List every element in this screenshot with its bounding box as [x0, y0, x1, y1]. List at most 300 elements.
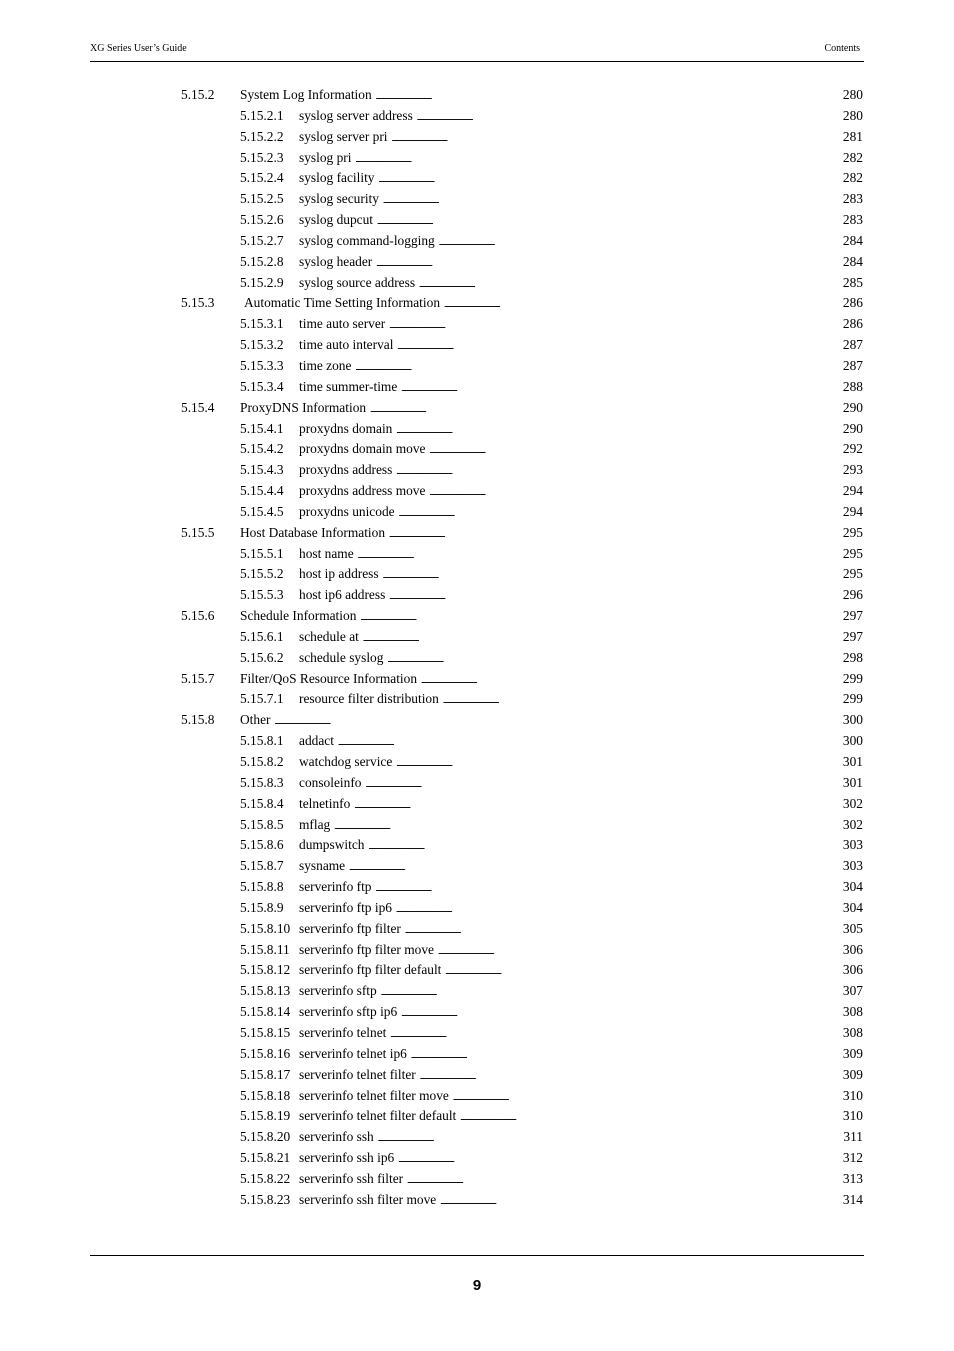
toc-entry-title: watchdog service: [299, 754, 393, 769]
toc-entry-number: 5.15.8.14: [240, 1004, 291, 1020]
toc-entry-title: proxydns domain: [299, 420, 393, 436]
dot-leader: [383, 189, 862, 212]
toc-entry[interactable]: [0, 919, 954, 940]
toc-entry-number: 5.15.2.9: [240, 274, 284, 290]
dot-leader: [429, 481, 862, 504]
toc-entry-title: time auto server: [299, 316, 386, 332]
toc-entry-title-line: [299, 210, 862, 233]
toc-entry-title: serverinfo telnet filter: [299, 1066, 416, 1082]
toc-entry-title: proxydns domain move: [299, 441, 426, 457]
toc-entry-title: serverinfo ssh filter move: [299, 1191, 437, 1207]
toc-entry[interactable]: [0, 85, 954, 106]
toc-entry-number: 5.15.3.3: [240, 357, 284, 373]
toc-entry-title-line: [299, 585, 862, 608]
toc-entry[interactable]: [0, 1127, 954, 1148]
dot-leader: [396, 752, 862, 775]
toc-entry-title-line: [299, 794, 862, 817]
toc-entry-title-line: [299, 127, 862, 150]
dot-leader: [334, 815, 862, 838]
toc-entry-number: 5.15.2.8: [240, 253, 284, 269]
toc-entry-title: serverinfo ftp filter: [299, 920, 401, 936]
dot-leader: [439, 231, 862, 254]
toc-entry-page: 313: [842, 1169, 863, 1190]
section-title: Contents: [824, 43, 860, 54]
toc-entry-page: 290: [842, 419, 863, 440]
toc-entry[interactable]: [0, 981, 954, 1002]
toc-entry-title-line: [299, 856, 862, 879]
toc-entry-number: 5.15.4.5: [240, 503, 284, 519]
toc-entry-page: 282: [842, 168, 863, 189]
toc-entry-title-line: [240, 523, 862, 546]
toc-entry-title-line: [299, 752, 862, 775]
dot-leader: [390, 1023, 862, 1046]
toc-entry-title: serverinfo telnet filter default: [299, 1108, 457, 1124]
dot-leader: [389, 585, 862, 608]
toc-entry-page: 295: [842, 544, 863, 565]
dot-leader: [460, 1106, 862, 1129]
toc-entry[interactable]: [0, 1169, 954, 1190]
toc-entry-title: host name: [299, 545, 354, 561]
dot-leader: [389, 523, 862, 546]
toc-entry-number: 5.15.5.1: [240, 545, 284, 561]
dot-leader: [355, 148, 862, 171]
toc-entry[interactable]: [0, 564, 954, 585]
toc-entry-page: 290: [842, 398, 863, 419]
toc-entry-title-line: [299, 1127, 862, 1150]
toc-entry[interactable]: [0, 877, 954, 898]
toc-entry-title: Other: [240, 712, 271, 728]
toc-entry-number: 5.15.6.2: [240, 649, 284, 665]
toc-entry-page: 281: [842, 127, 863, 148]
toc-entry-page: 300: [842, 731, 863, 752]
toc-entry-title: serverinfo ssh: [299, 1129, 374, 1145]
toc-entry[interactable]: [0, 523, 954, 544]
dot-leader: [392, 127, 862, 150]
toc-entry-title-line: [299, 564, 862, 587]
toc-entry-number: 5.15.3.4: [240, 378, 284, 394]
toc-entry-title-line: [299, 148, 862, 171]
toc-entry-number: 5.15.2.7: [240, 232, 284, 248]
toc-entry-title: serverinfo telnet filter move: [299, 1087, 449, 1103]
dot-leader: [358, 544, 862, 567]
toc-entry-title: consoleinfo: [299, 774, 362, 790]
toc-entry-page: 298: [842, 648, 863, 669]
toc-entry-title-line: [299, 815, 862, 838]
toc-entry-page: 299: [842, 669, 863, 690]
toc-entry-page: 295: [842, 564, 863, 585]
toc-entry-number: 5.15.8.3: [240, 774, 284, 790]
table-of-contents: [0, 85, 954, 1211]
toc-entry[interactable]: [0, 481, 954, 502]
toc-entry-number: 5.15.7: [181, 670, 215, 686]
toc-entry-title: serverinfo ftp: [299, 879, 372, 895]
toc-entry-page: 306: [842, 940, 863, 961]
toc-entry[interactable]: [0, 252, 954, 273]
toc-entry-number: 5.15.8.8: [240, 879, 284, 895]
toc-entry-page: 284: [842, 231, 863, 252]
toc-entry-page: 310: [842, 1106, 863, 1127]
dot-leader: [420, 1065, 862, 1088]
dot-leader: [445, 960, 862, 983]
toc-entry-number: 5.15.7.1: [240, 691, 284, 707]
toc-entry[interactable]: [0, 773, 954, 794]
toc-entry-number: 5.15.2.4: [240, 170, 284, 186]
toc-entry-page: 299: [842, 689, 863, 710]
dot-leader: [407, 1169, 862, 1192]
toc-entry-number: 5.15.2.3: [240, 149, 284, 165]
dot-leader: [354, 794, 862, 817]
toc-entry-number: 5.15.4.4: [240, 483, 284, 499]
toc-entry-title: serverinfo ftp filter move: [299, 941, 434, 957]
toc-entry-number: 5.15.8.22: [240, 1170, 291, 1186]
toc-entry-title-line: [240, 710, 862, 733]
toc-entry[interactable]: [0, 898, 954, 919]
toc-entry-title: serverinfo sftp ip6: [299, 1004, 398, 1020]
toc-entry-title-line: [299, 189, 862, 212]
toc-entry[interactable]: [0, 815, 954, 836]
toc-entry-title: time summer-time: [299, 378, 398, 394]
toc-entry-title: host ip6 address: [299, 587, 386, 603]
toc-entry-title: serverinfo ftp filter default: [299, 962, 442, 978]
toc-entry[interactable]: [0, 293, 954, 314]
toc-entry[interactable]: [0, 1190, 954, 1211]
toc-entry-title-line: [299, 648, 862, 671]
toc-entry-title: schedule syslog: [299, 649, 384, 665]
toc-entry-title-line: [299, 273, 862, 296]
toc-entry[interactable]: [0, 627, 954, 648]
dot-leader: [419, 273, 862, 296]
toc-entry-title-line: [299, 627, 862, 650]
dot-leader: [429, 439, 862, 462]
toc-entry-title: syslog server pri: [299, 128, 388, 144]
toc-entry[interactable]: [0, 752, 954, 773]
dot-leader: [383, 564, 862, 587]
dot-leader: [440, 1190, 862, 1213]
toc-entry[interactable]: [0, 731, 954, 752]
toc-entry-page: 309: [842, 1065, 863, 1086]
dot-leader: [438, 940, 862, 963]
toc-entry[interactable]: [0, 835, 954, 856]
toc-entry-page: 296: [842, 585, 863, 606]
dot-leader: [396, 419, 862, 442]
toc-entry-page: 308: [842, 1002, 863, 1023]
toc-entry-title-line: [299, 940, 862, 963]
toc-entry[interactable]: [0, 689, 954, 710]
toc-entry-page: 286: [842, 314, 863, 335]
toc-entry-title-line: [299, 877, 862, 900]
toc-entry-number: 5.15.8.6: [240, 837, 284, 853]
dot-leader: [417, 106, 862, 129]
dot-leader: [360, 606, 862, 629]
toc-entry-title: syslog security: [299, 191, 379, 207]
toc-entry-title: syslog header: [299, 253, 373, 269]
toc-entry-number: 5.15.8.17: [240, 1066, 291, 1082]
toc-entry[interactable]: [0, 439, 954, 460]
toc-entry-title: mflag: [299, 816, 331, 832]
toc-entry-number: 5.15.8.1: [240, 733, 284, 749]
toc-entry-title-line: [299, 960, 862, 983]
toc-entry-page: 303: [842, 856, 863, 877]
toc-entry-title: proxydns address: [299, 462, 393, 478]
toc-entry-title-line: [299, 1044, 862, 1067]
toc-entry-title: serverinfo telnet ip6: [299, 1045, 407, 1061]
toc-entry-page: 283: [842, 210, 863, 231]
toc-entry-title-line: [299, 544, 862, 567]
toc-entry-number: 5.15.4: [181, 399, 215, 415]
toc-entry-page: 308: [842, 1023, 863, 1044]
toc-entry[interactable]: [0, 1148, 954, 1169]
toc-entry-number: 5.15.8.15: [240, 1024, 291, 1040]
toc-entry[interactable]: [0, 335, 954, 356]
toc-entry-page: 295: [842, 523, 863, 544]
toc-entry[interactable]: [0, 1002, 954, 1023]
toc-entry-title-line: [299, 1065, 862, 1088]
toc-entry-page: 314: [842, 1190, 863, 1211]
toc-entry-title: serverinfo ftp ip6: [299, 899, 392, 915]
toc-entry[interactable]: [0, 585, 954, 606]
toc-entry-title: proxydns address move: [299, 483, 426, 499]
toc-entry-page: 304: [842, 898, 863, 919]
toc-entry-number: 5.15.8: [181, 712, 215, 728]
toc-entry-title-line: [299, 1169, 862, 1192]
toc-entry-page: 302: [842, 815, 863, 836]
toc-entry[interactable]: [0, 1065, 954, 1086]
toc-entry-title-line: [299, 898, 862, 921]
toc-entry-title: syslog facility: [299, 170, 375, 186]
dot-leader: [421, 669, 862, 692]
toc-entry-page: 285: [842, 273, 863, 294]
toc-entry-title-line: [299, 419, 862, 442]
page-number: 9: [472, 1277, 482, 1294]
toc-entry-title: syslog pri: [299, 149, 352, 165]
toc-entry[interactable]: [0, 960, 954, 981]
toc-entry-title: dumpswitch: [299, 837, 365, 853]
toc-entry-title: addact: [299, 733, 334, 749]
toc-entry-title: serverinfo sftp: [299, 983, 377, 999]
toc-entry-number: 5.15.3.2: [240, 337, 284, 353]
toc-entry-title-line: [299, 481, 862, 504]
toc-entry-title-line: [299, 335, 862, 358]
toc-entry-page: 288: [842, 377, 863, 398]
document-title: XG Series User’s Guide: [90, 43, 187, 54]
dot-leader: [396, 898, 862, 921]
toc-entry-title-line: [299, 231, 862, 254]
toc-entry-number: 5.15.8.19: [240, 1108, 291, 1124]
toc-entry-title: sysname: [299, 858, 346, 874]
toc-entry-page: 304: [842, 877, 863, 898]
toc-entry-page: 280: [842, 85, 863, 106]
toc-entry-page: 284: [842, 252, 863, 273]
dot-leader: [444, 293, 862, 316]
toc-entry-number: 5.15.5: [181, 524, 215, 540]
toc-entry[interactable]: [0, 377, 954, 398]
toc-entry-page: 282: [842, 148, 863, 169]
toc-entry-title: Schedule Information: [240, 608, 357, 624]
toc-entry-page: 301: [842, 752, 863, 773]
dot-leader: [398, 1148, 862, 1171]
toc-entry[interactable]: [0, 648, 954, 669]
toc-entry-number: 5.15.5.3: [240, 587, 284, 603]
toc-entry-title-line: [299, 919, 862, 942]
toc-entry-number: 5.15.4.1: [240, 420, 284, 436]
dot-leader: [387, 648, 862, 671]
toc-entry-number: 5.15.5.2: [240, 566, 284, 582]
toc-entry-number: 5.15.8.5: [240, 816, 284, 832]
toc-entry-title-line: [299, 1002, 862, 1025]
toc-entry-number: 5.15.8.4: [240, 795, 284, 811]
toc-entry[interactable]: [0, 544, 954, 565]
toc-entry-title: Filter/QoS Resource Information: [240, 670, 418, 686]
toc-entry-number: 5.15.4.2: [240, 441, 284, 457]
dot-leader: [368, 835, 862, 858]
toc-entry-page: 294: [842, 481, 863, 502]
dot-leader: [349, 856, 862, 879]
toc-entry-title-line: [299, 689, 862, 712]
toc-entry[interactable]: [0, 606, 954, 627]
toc-entry[interactable]: [0, 210, 954, 231]
dot-leader: [379, 168, 863, 191]
toc-entry-title: ProxyDNS Information: [240, 399, 367, 415]
toc-entry[interactable]: [0, 1044, 954, 1065]
toc-entry-number: 5.15.6.1: [240, 628, 284, 644]
dot-leader: [363, 627, 862, 650]
dot-leader: [275, 710, 863, 733]
toc-entry-number: 5.15.2.5: [240, 191, 284, 207]
toc-entry[interactable]: [0, 314, 954, 335]
toc-entry-page: 286: [842, 293, 863, 314]
toc-entry-title-line: [240, 85, 862, 108]
toc-entry-page: 297: [842, 627, 863, 648]
toc-entry-number: 5.15.2.6: [240, 212, 284, 228]
toc-entry-number: 5.15.8.18: [240, 1087, 291, 1103]
toc-entry[interactable]: [0, 273, 954, 294]
dot-leader: [453, 1086, 862, 1109]
toc-entry-title-line: [299, 1190, 862, 1213]
dot-leader: [396, 460, 862, 483]
toc-entry-number: 5.15.8.13: [240, 983, 291, 999]
toc-entry[interactable]: [0, 231, 954, 252]
toc-entry-title-line: [240, 398, 862, 421]
toc-entry-page: 301: [842, 773, 863, 794]
toc-entry[interactable]: [0, 794, 954, 815]
toc-entry-number: 5.15.4.3: [240, 462, 284, 478]
toc-entry-title: resource filter distribution: [299, 691, 439, 707]
dot-leader: [376, 877, 862, 900]
toc-entry[interactable]: [0, 460, 954, 481]
toc-entry-title-line: [299, 356, 862, 379]
footer-rule: [90, 1255, 864, 1256]
toc-entry-number: 5.15.8.2: [240, 754, 284, 769]
toc-entry-title: time zone: [299, 357, 352, 373]
toc-entry[interactable]: [0, 356, 954, 377]
toc-entry-page: 312: [842, 1148, 863, 1169]
toc-entry-number: 5.15.8.10: [240, 920, 291, 936]
dot-leader: [338, 731, 862, 754]
dot-leader: [370, 398, 862, 421]
dot-leader: [355, 356, 862, 379]
toc-entry[interactable]: [0, 189, 954, 210]
toc-entry-title: telnetinfo: [299, 795, 351, 811]
toc-entry-title-line: [240, 669, 862, 692]
toc-entry-title: serverinfo ssh filter: [299, 1170, 404, 1186]
toc-entry[interactable]: [0, 1023, 954, 1044]
toc-entry-title: syslog command-logging: [299, 232, 435, 248]
toc-entry-number: 5.15.2.2: [240, 128, 284, 144]
toc-entry[interactable]: [0, 1106, 954, 1127]
toc-entry-title-line: [299, 377, 862, 400]
toc-entry-page: 310: [842, 1086, 863, 1107]
toc-entry-number: 5.15.8.16: [240, 1045, 291, 1061]
toc-entry-page: 305: [842, 919, 863, 940]
toc-entry[interactable]: [0, 398, 954, 419]
toc-entry[interactable]: [0, 940, 954, 961]
toc-entry-title: proxydns unicode: [299, 503, 395, 519]
toc-entry-title: System Log Information: [240, 87, 372, 102]
toc-entry-page: 303: [842, 835, 863, 856]
toc-entry-title-line: [240, 606, 862, 629]
toc-entry-title: Automatic Time Setting Information: [244, 295, 441, 311]
toc-entry[interactable]: [0, 502, 954, 523]
toc-entry-title-line: [299, 773, 862, 796]
dot-leader: [389, 314, 862, 337]
toc-entry-title: syslog server address: [299, 107, 413, 123]
dot-leader: [365, 773, 862, 796]
dot-leader: [405, 919, 862, 942]
toc-entry[interactable]: [0, 168, 954, 189]
toc-entry-number: 5.15.8.9: [240, 899, 284, 915]
toc-entry[interactable]: [0, 1086, 954, 1107]
toc-entry[interactable]: [0, 148, 954, 169]
toc-entry-number: 5.15.8.7: [240, 858, 284, 874]
toc-entry[interactable]: [0, 127, 954, 148]
toc-entry-title-line: [299, 835, 862, 858]
toc-entry[interactable]: [0, 856, 954, 877]
dot-leader: [401, 1002, 862, 1025]
toc-entry-title: Host Database Information: [240, 524, 386, 540]
toc-entry-page: 294: [842, 502, 863, 523]
toc-entry-title-line: [299, 1023, 862, 1046]
toc-entry-page: 280: [842, 106, 863, 127]
toc-entry-title-line: [299, 460, 862, 483]
toc-entry-title: serverinfo telnet: [299, 1024, 387, 1040]
toc-entry-title-line: [299, 314, 862, 337]
page-header: [90, 41, 864, 62]
dot-leader: [376, 252, 862, 275]
toc-entry-number: 5.15.8.23: [240, 1191, 291, 1207]
toc-entry-page: 309: [842, 1044, 863, 1065]
toc-entry[interactable]: [0, 669, 954, 690]
toc-entry-title-line: [299, 1148, 862, 1171]
toc-entry-page: 292: [842, 439, 863, 460]
dot-leader: [376, 85, 862, 108]
toc-entry-title-line: [299, 981, 862, 1004]
toc-entry[interactable]: [0, 710, 954, 731]
toc-entry[interactable]: [0, 106, 954, 127]
toc-entry-title-line: [299, 731, 862, 754]
toc-entry-number: 5.15.8.21: [240, 1150, 291, 1166]
toc-entry-page: 306: [842, 960, 863, 981]
dot-leader: [411, 1044, 862, 1067]
toc-entry-title: serverinfo ssh ip6: [299, 1150, 395, 1166]
toc-entry-title: syslog source address: [299, 274, 416, 290]
toc-entry-title: time auto interval: [299, 337, 394, 353]
toc-entry-number: 5.15.2.1: [240, 107, 284, 123]
toc-entry-title-line: [299, 502, 862, 525]
toc-entry[interactable]: [0, 419, 954, 440]
toc-entry-page: 311: [842, 1127, 863, 1148]
toc-entry-title-line: [299, 1086, 862, 1109]
toc-entry-title: schedule at: [299, 628, 359, 644]
